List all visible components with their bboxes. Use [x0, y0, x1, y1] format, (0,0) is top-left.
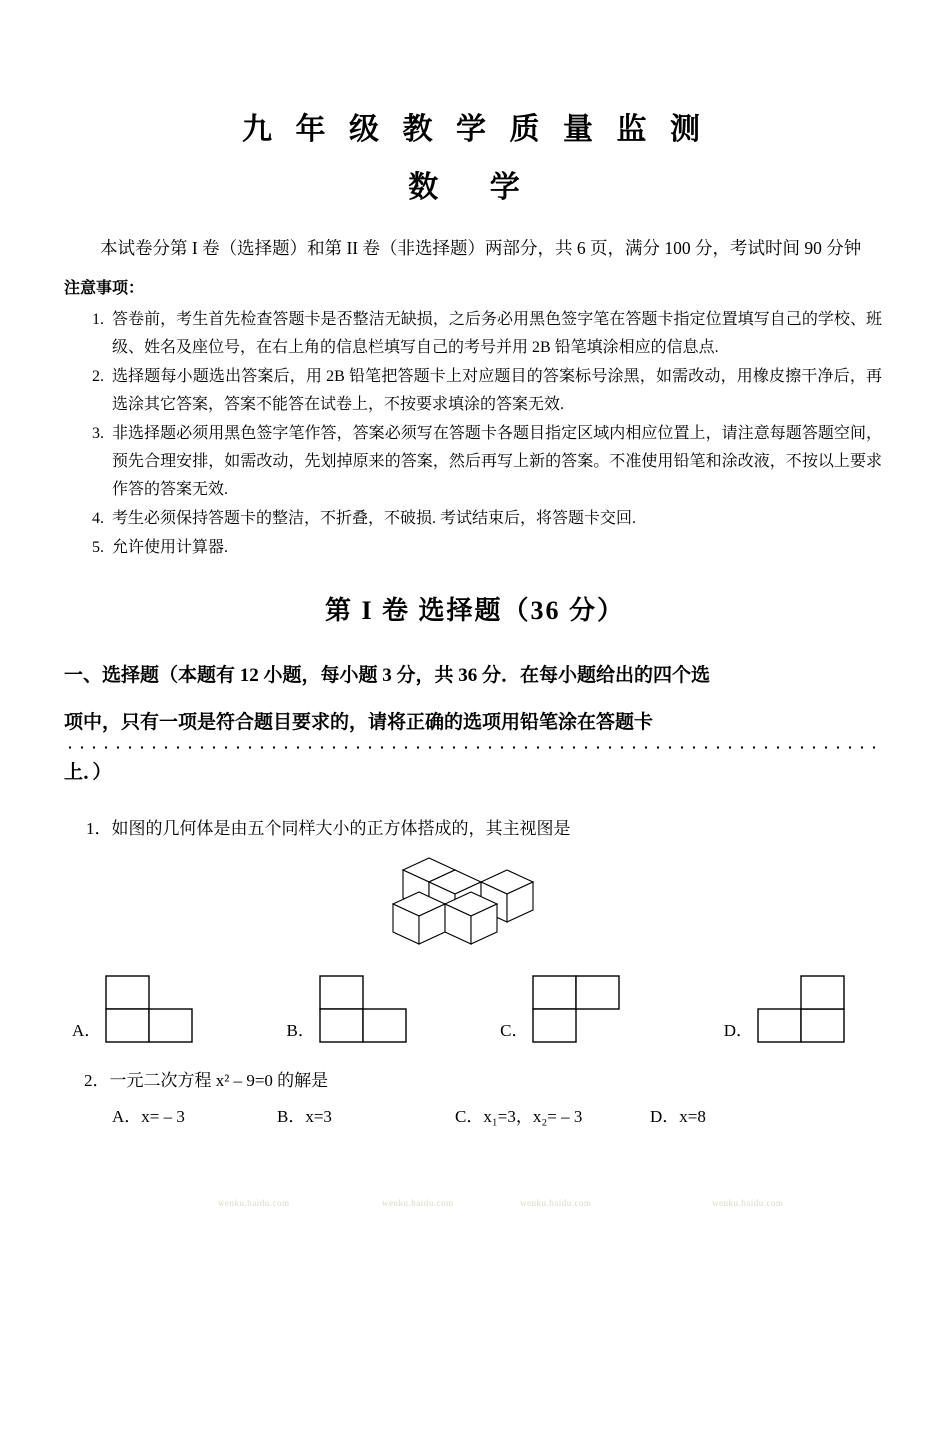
intro-paragraph: 本试卷分第 I 卷（选择题）和第 II 卷（非选择题）两部分，共 6 页，满分 100 分，考试时间 90 分钟 — [100, 238, 862, 258]
watermark: wenku.baidu.com — [712, 1198, 784, 1208]
option-a-figure — [105, 975, 235, 1043]
list-item: 1. 答卷前，考生首先检查答题卡是否整洁无缺损，之后务必用黑色签字笔在答题卡指定位置填写自己的学校、班级、姓名及座位号，在右上角的信息栏填写自己的考号并用 2B 铅笔填涂相应的信息点. — [108, 306, 882, 362]
question-1-text — [0, 815, 950, 842]
option-c[interactable] — [500, 975, 672, 1043]
question-2-options — [0, 1102, 950, 1127]
option-b[interactable] — [287, 975, 449, 1043]
question-2-number: 2． — [84, 1070, 110, 1090]
subject-title: 数 学 — [408, 171, 542, 204]
option-d[interactable] — [724, 975, 892, 1043]
q2-option-b[interactable]: B．x=3 — [277, 1106, 332, 1126]
option-c-figure — [532, 975, 672, 1043]
notice-list — [0, 306, 950, 562]
question-1-number: 1． — [86, 818, 112, 838]
list-item: 2. 选择题每小题选出答案后，用 2B 铅笔把答题卡上对应题目的答案标号涂黑，如需改动，用橡皮擦干净后，再选涂其它答案，答案不能答在试卷上，不按要求填涂的答案无效. — [108, 363, 882, 419]
cube-stack-icon — [385, 852, 565, 957]
option-a-label: A． — [72, 1020, 102, 1040]
page-title: 九 年 级 教 学 质 量 监 测 — [242, 113, 708, 146]
list-item: 3. 非选择题必须用黑色签字笔作答，答案必须写在答题卡各题目指定区域内相应位置上，请注意每题答题空间，预先合理安排，如需改动，先划掉原来的答案，然后再写上新的答案。不准使用铅笔和涂改液，不按以上要求作答的答案无效. — [108, 420, 882, 504]
option-b-figure — [319, 975, 449, 1043]
question-group-heading-line-2: 项中，只有一项是符合题目要求的，请将正确的选项用铅笔涂在答题卡 — [64, 700, 880, 751]
question-1-options — [0, 965, 950, 1043]
watermark: wenku.baidu.com — [520, 1198, 592, 1208]
notice-heading: 注意事项： — [64, 280, 145, 298]
question-group-heading-line-3: 上．） — [64, 762, 112, 784]
option-b-label: B． — [286, 1020, 315, 1040]
option-a[interactable] — [72, 975, 235, 1043]
list-item: 5. 允许使用计算器. — [108, 534, 882, 562]
question-1-figure — [0, 852, 950, 957]
option-d-label: D． — [723, 1020, 753, 1040]
q2-option-d[interactable]: D．x=8 — [650, 1106, 706, 1126]
question-2-text — [0, 1067, 950, 1096]
watermark: wenku.baidu.com — [382, 1198, 454, 1208]
watermark: wenku.baidu.com — [218, 1198, 290, 1208]
list-item: 4. 考生必须保持答题卡的整洁，不折叠，不破损. 考试结束后，将答题卡交回. — [108, 505, 882, 533]
q2-option-c[interactable]: C．x₁=3，x₂= – 3 — [455, 1106, 583, 1126]
section-title: 第 I 卷 选择题（36 分） — [324, 596, 626, 626]
question-1-body: 如图的几何体是由五个同样大小的正方体搭成的，其主视图是 — [111, 818, 571, 838]
q2-option-a[interactable]: A．x= – 3 — [112, 1106, 185, 1126]
question-group-heading-line-1: 一、选择题（本题有 12 小题，每小题 3 分，共 36 分．在每小题给出的四个选 — [64, 665, 711, 687]
exam-paper-page — [0, 112, 950, 1456]
option-c-label: C． — [500, 1020, 529, 1040]
question-group-heading — [0, 653, 950, 797]
option-d-figure — [757, 975, 892, 1043]
question-2-body: 一元二次方程 x² – 9=0 的解是 — [109, 1070, 329, 1090]
